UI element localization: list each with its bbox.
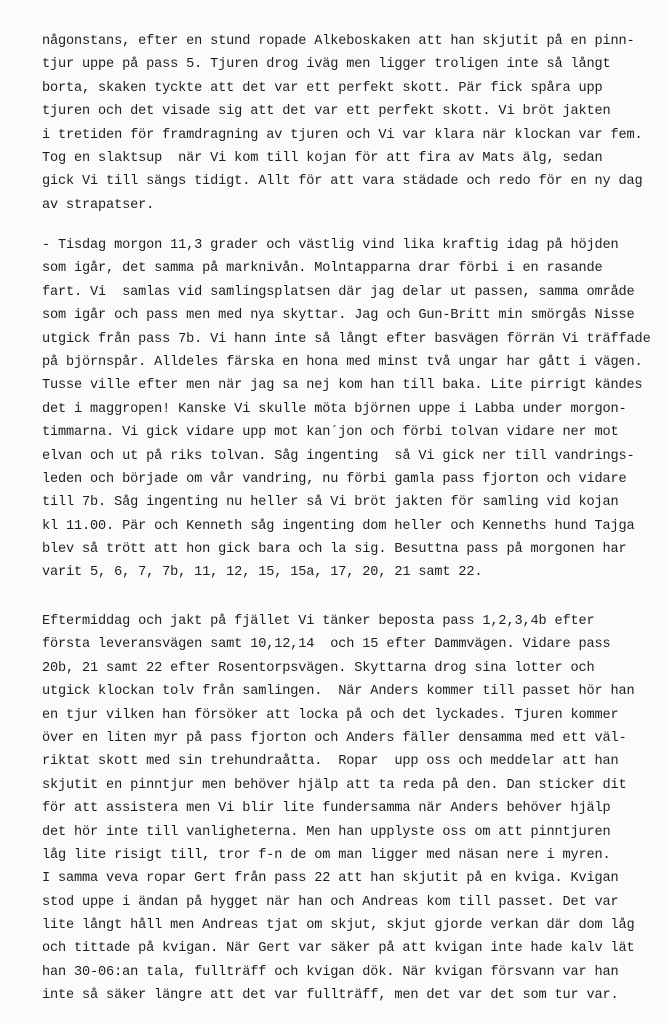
text-line: som igår och pass men med nya skyttar. Jag och Gun-Britt min smörgås Nisse xyxy=(42,308,635,324)
text-line: elvan och ut på riks tolvan. Såg ingenting så Vi gick ner till vandrings- xyxy=(42,448,635,464)
text-line: Tusse ville efter men när jag sa nej kom han till baka. Lite pirrigt kändes xyxy=(42,378,643,394)
text-line: en tjur vilken han försöker att locka på och det lyckades. Tjuren kommer xyxy=(42,707,619,723)
text-line: skjutit en pinntjur men behöver hjälp att ta reda på den. Dan sticker dit xyxy=(42,777,627,793)
paragraph-1 xyxy=(42,30,642,217)
text-line: det i maggropen! Kanske Vi skulle möta björnen uppe i Labba under morgon- xyxy=(42,401,627,417)
text-line: lite långt håll men Andreas tjat om skjut, skjut gjorde verkan där dom låg xyxy=(42,918,635,934)
text-line: utgick från pass 7b. Vi hann inte så långt efter basvägen förrän Vi träffade xyxy=(42,331,651,347)
text-line: första leveransvägen samt 10,12,14 och 15 efter Dammvägen. Vidare pass xyxy=(42,637,611,653)
text-line: Eftermiddag och jakt på fjället Vi tänker beposta pass 1,2,3,4b efter xyxy=(42,614,595,629)
text-line: som igår, det samma på marknivån. Molntapparna drar förbi i en rasande xyxy=(42,261,603,277)
text-line: stod uppe i ändan på hygget när han och Andreas kom till passet. Det var xyxy=(42,894,619,910)
text-line: tjuren och det visade sig att det var ett perfekt skott. Vi bröt jakten xyxy=(42,104,611,120)
paragraph-3 xyxy=(42,610,642,1008)
text-line: fart. Vi samlas vid samlingsplatsen där jag delar ut passen, samma område xyxy=(42,284,635,300)
text-line: 20b, 21 samt 22 efter Rosentorpsvägen. Skyttarna drog sina lotter och xyxy=(42,660,595,676)
text-line: gick Vi till sängs tidigt. Allt för att vara städade och redo för en ny dag xyxy=(42,174,643,190)
text-line: riktat skott med sin trehundraåtta. Ropar upp oss och meddelar att han xyxy=(42,754,619,770)
text-line: till 7b. Såg ingenting nu heller så Vi bröt jakten för samling vid kojan xyxy=(42,495,619,511)
text-line: borta, skaken tyckte att det var ett perfekt skott. Pär fick spåra upp xyxy=(42,80,603,96)
text-line: leden och började om vår vandring, nu förbi gamla pass fjorton och vidare xyxy=(42,471,627,487)
text-line: utgick klockan tolv från samlingen. När Anders kommer till passet hör han xyxy=(42,684,635,700)
text-line: I samma veva ropar Gert från pass 22 att han skjutit på en kviga. Kvigan xyxy=(42,871,619,887)
text-line: blev så trött att hon gick bara och la sig. Besuttna pass på morgonen har xyxy=(42,542,627,558)
text-line: timmarna. Vi gick vidare upp mot kan´jon och förbi tolvan vidare ner mot xyxy=(42,425,619,441)
text-line: låg lite risigt till, tror f-n de om man ligger med näsan nere i myren. xyxy=(42,847,611,863)
text-line: inte så säker längre att det var fullträff, men det var det som tur var. xyxy=(42,988,619,1004)
text-line: han 30-06:an tala, fullträff och kvigan dök. När kvigan försvann var han xyxy=(42,964,619,980)
text-line: - Tisdag morgon 11,3 grader och västlig vind lika kraftig idag på höjden xyxy=(42,238,619,253)
text-line: det hör inte till vanligheterna. Men han upplyste oss om att pinntjuren xyxy=(42,824,611,840)
text-line: på björnspår. Alldeles färska en hona med minst två ungar har gått i vägen. xyxy=(42,354,643,370)
text-line: över en liten myr på pass fjorton och Anders fäller densamma med ett väl- xyxy=(42,730,627,746)
paragraph-2 xyxy=(42,234,651,585)
text-line: Tog en slaktsup när Vi kom till kojan för att fira av Mats älg, sedan xyxy=(42,150,603,166)
text-line: någonstans, efter en stund ropade Alkeboskaken att han skjutit på en pinn- xyxy=(42,34,635,49)
text-line: för att assistera men Vi blir lite fundersamma när Anders behöver hjälp xyxy=(42,801,611,817)
text-line: i tretiden för framdragning av tjuren och Vi var klara när klockan var fem. xyxy=(42,127,643,143)
text-line: av strapatser. xyxy=(42,197,155,213)
text-line: och tittade på kvigan. När Gert var säker på att kvigan inte hade kalv lät xyxy=(42,941,635,957)
text-line: tjur uppe på pass 5. Tjuren drog iväg men ligger troligen inte så långt xyxy=(42,57,611,73)
text-line: varit 5, 6, 7, 7b, 11, 12, 15, 15a, 17, 20, 21 samt 22. xyxy=(42,565,483,581)
text-line: kl 11.00. Pär och Kenneth såg ingenting dom heller och Kenneths hund Tajga xyxy=(42,518,635,534)
